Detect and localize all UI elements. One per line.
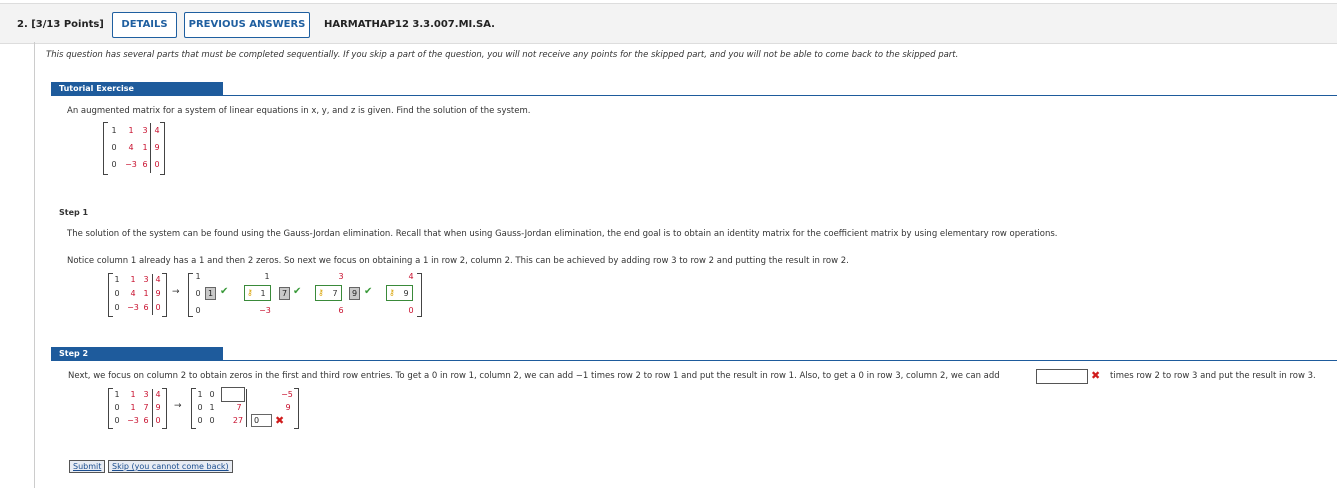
matrix-cell: 1: [130, 275, 136, 284]
matrix-cell: −3: [125, 160, 137, 169]
check-icon: ✔: [364, 286, 373, 297]
matrix-cell: 3: [338, 272, 344, 281]
matrix-cell: 1: [209, 403, 215, 412]
arrow-icon: →: [172, 287, 180, 297]
matrix-cell: −3: [259, 306, 271, 315]
matrix-cell: 1: [128, 126, 134, 135]
key-icon: ⚷: [247, 288, 253, 297]
matrix-cell: 0: [195, 289, 201, 298]
previous-answers-button[interactable]: PREVIOUS ANSWERS: [184, 12, 310, 38]
question-code: HARMATHAP12 3.3.007.MI.SA.: [324, 19, 495, 30]
step2-rule: [51, 360, 1337, 361]
matrix-cell: 0: [155, 303, 161, 312]
matrix-cell: 9: [285, 403, 291, 412]
step1-text2: Notice column 1 already has a 1 and then 2 zeros. So next we focus on obtaining a 1 in row 2, column 2. This can be achieved by adding row 3 to row 2 and putting the result in row 2.: [67, 256, 849, 266]
check-icon: ✔: [293, 286, 302, 297]
answer-box-r2c4-extra[interactable]: 9: [349, 287, 360, 300]
x-icon: ✖: [275, 414, 285, 427]
skip-button[interactable]: Skip (you cannot come back): [108, 460, 233, 473]
answer-box-r2c2[interactable]: 1: [205, 287, 216, 300]
matrix-cell: 0: [209, 416, 215, 425]
answer-box-r2c3-extra[interactable]: 7: [279, 287, 290, 300]
x-icon: ✖: [1091, 369, 1101, 382]
matrix-cell: 0: [111, 160, 117, 169]
matrix-cell: 1: [111, 126, 117, 135]
details-button[interactable]: DETAILS: [112, 12, 177, 38]
matrix-cell: 7: [236, 403, 242, 412]
matrix-cell: 0: [195, 306, 201, 315]
matrix-cell: 4: [408, 272, 414, 281]
question-header: [0, 3, 1337, 44]
matrix-cell: 1: [142, 143, 148, 152]
matrix-cell: 4: [154, 126, 160, 135]
matrix-cell: 0: [155, 416, 161, 425]
matrix-cell: 4: [128, 143, 134, 152]
matrix-cell: 1: [143, 289, 149, 298]
matrix-cell: 0: [114, 403, 120, 412]
matrix-cell: 7: [332, 289, 338, 298]
step2-text-after: times row 2 to row 3 and put the result in row 3.: [1110, 371, 1316, 381]
matrix-cell: 9: [403, 289, 409, 298]
matrix-cell: 0: [114, 289, 120, 298]
matrix-cell: 3: [143, 275, 149, 284]
step2-text-before: Next, we focus on column 2 to obtain zeros in the first and third row entries. To get a 0 in row 1, column 2, we can add −1 times row 2 to row 1 and put the result in row 1. Also, to get a 0 in row 3, column 2, we can add: [68, 371, 1000, 381]
matrix-cell: 0: [197, 403, 203, 412]
left-rule: [34, 42, 35, 488]
matrix-cell: 1: [130, 403, 136, 412]
matrix-cell: 6: [143, 416, 149, 425]
step1-label: Step 1: [59, 208, 89, 217]
augment-separator: [246, 389, 247, 427]
matrix-cell: 3: [142, 126, 148, 135]
multiplier-input[interactable]: [1036, 369, 1088, 384]
matrix-cell: 0: [111, 143, 117, 152]
matrix-cell: 3: [143, 390, 149, 399]
step1-text1: The solution of the system can be found using the Gauss-Jordan elimination. Recall that when using Gauss-Jordan elimination, the end goal is to obtain an identity matrix for the coefficient matrix by using elementary row operations.: [67, 229, 1058, 239]
matrix-cell: 0: [408, 306, 414, 315]
matrix-cell: 7: [143, 403, 149, 412]
matrix-cell: −3: [127, 416, 139, 425]
problem-text: An augmented matrix for a system of linear equations in x, y, and z is given. Find the solution of the system.: [67, 106, 531, 116]
matrix-cell: 0: [114, 303, 120, 312]
matrix-cell: 0: [197, 416, 203, 425]
matrix-cell: 1: [197, 390, 203, 399]
matrix-cell: 9: [154, 143, 160, 152]
answer-input-r1c3[interactable]: [221, 387, 245, 402]
matrix-cell: 6: [142, 160, 148, 169]
key-icon: ⚷: [389, 288, 395, 297]
matrix-cell: 6: [338, 306, 344, 315]
matrix-cell: 6: [143, 303, 149, 312]
matrix-cell: 0: [209, 390, 215, 399]
matrix-cell: 1: [130, 390, 136, 399]
matrix-cell: 4: [130, 289, 136, 298]
matrix-cell: 9: [155, 289, 161, 298]
matrix-cell: 0: [114, 416, 120, 425]
matrix-cell: 9: [155, 403, 161, 412]
matrix-cell: 1: [260, 289, 266, 298]
matrix-cell: 0: [154, 160, 160, 169]
matrix-cell: 4: [155, 390, 161, 399]
matrix-cell: 1: [195, 272, 201, 281]
matrix-cell: 1: [264, 272, 270, 281]
matrix-cell: 4: [155, 275, 161, 284]
check-icon: ✔: [220, 286, 229, 297]
matrix-cell: −5: [281, 390, 293, 399]
tutorial-rule: [51, 95, 1337, 96]
arrow-icon: →: [174, 401, 182, 411]
submit-button[interactable]: Submit: [69, 460, 105, 473]
step2-header: Step 2: [51, 347, 223, 360]
key-icon: ⚷: [318, 288, 324, 297]
matrix-cell: 1: [114, 390, 120, 399]
question-number: 2. [3/13 Points]: [17, 19, 104, 30]
intro-text: This question has several parts that must be completed sequentially. If you skip a part of the question, you will not receive any points for the skipped part, and you will not be able to come back to the skipped part.: [46, 50, 959, 60]
tutorial-header: Tutorial Exercise: [51, 82, 223, 95]
matrix-cell: 1: [114, 275, 120, 284]
matrix-cell: −3: [127, 303, 139, 312]
answer-input-r3c4[interactable]: 0: [251, 414, 272, 427]
matrix-cell: 27: [232, 416, 244, 425]
